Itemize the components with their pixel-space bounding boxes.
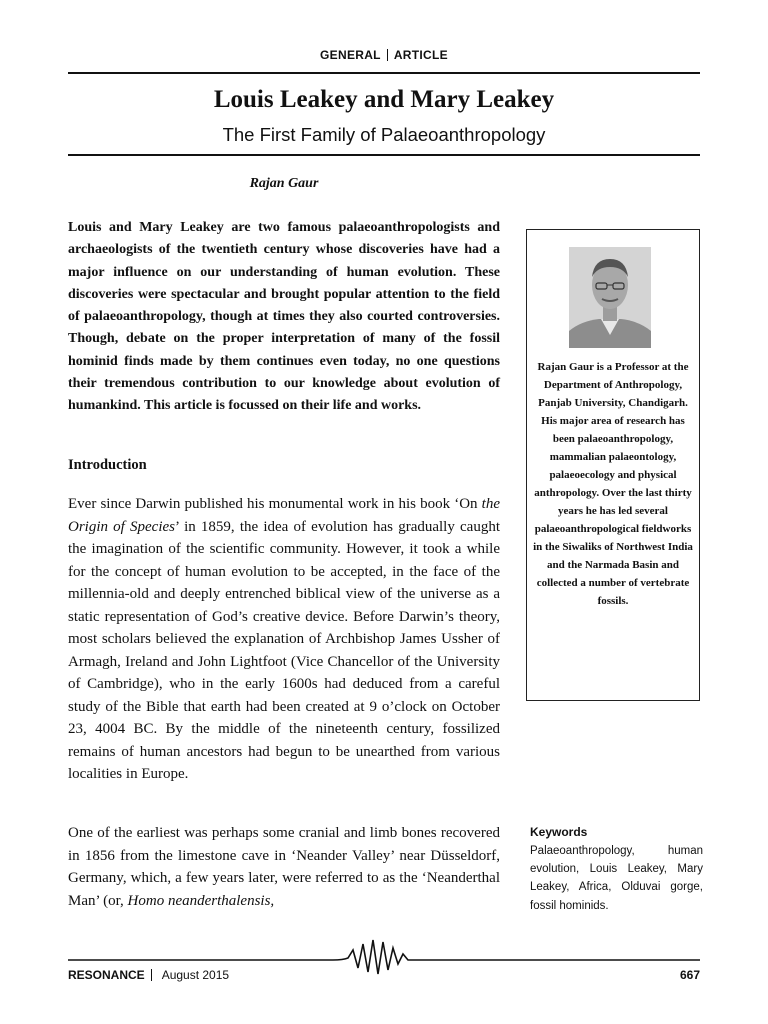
- section-heading-introduction: Introduction: [68, 457, 147, 473]
- para-text: ’ in 1859, the idea of evolution has gradually caught the imagination of the scientific community. However, it took a while for the concept of human evolution to be accepted, in the face of the millennia-old and deeply entrenched biblical view of the universe as a static representation of God’s creative device. Before Darwin’s theory, most scholars believed the explanation of Archbishop James Ussher of Armagh, Ireland and John Lightfoot (Vice Chancellor of the University of Cambridge), who in the early 1600s had deduced from a careful study of the Bible that earth had been created at 9 o’clock on October 23, 4004 BC. By the middle of the nineteenth century, fossilized remains of human ancestors had begun to be unearthed from various localities in Europe.: [68, 518, 500, 782]
- para-text: One of the earliest was perhaps some cranial and limb bones recovered in 1856 from the limestone cave in ‘Neander Valley’ near Düsseldorf, Germany, which, a few years later, were referred to as the ‘Neanderthal Man’ (or,: [68, 825, 500, 909]
- book-title: the Origin of Species: [68, 496, 500, 535]
- footer-divider: [151, 969, 152, 981]
- author-photo: [569, 247, 651, 348]
- article-type-label: ARTICLE: [393, 48, 448, 62]
- species-name: Homo neanderthalensis,: [127, 892, 275, 909]
- title-rule: [68, 154, 700, 156]
- section-header: [0, 48, 768, 62]
- section-label: GENERAL: [320, 48, 381, 62]
- body-paragraph: [68, 822, 500, 912]
- abstract: Louis and Mary Leakey are two famous palaeoanthropologists and archaeologists of the twentieth century whose discoveries have had a major influence on our understanding of human evolution. These discoveries were spectacular and brought popular attention to the field of palaeoanthropology, though at times they also courted controversies. Though, debate on the proper interpretation of many of the fossil hominid finds made by them continues even today, no one questions their tremendous contribution to our knowledge about evolution of humankind. This article is focussed on their life and works.: [68, 220, 500, 414]
- article-subtitle: The First Family of Palaeoanthropology: [222, 124, 546, 145]
- para-text: Ever since Darwin published his monumental work in his book ‘On: [68, 496, 482, 512]
- issue-date: August 2015: [161, 968, 230, 982]
- keywords-list: Palaeoanthropology, human evolution, Louis Leakey, Mary Leakey, Africa, Olduvai gorge, fossil hominids.: [530, 845, 703, 912]
- page-number: 667: [679, 968, 700, 982]
- article-title: Louis Leakey and Mary Leakey: [213, 86, 555, 113]
- journal-name: RESONANCE: [68, 968, 145, 982]
- author-portrait-image: [569, 247, 651, 348]
- header-divider: [387, 49, 388, 61]
- author-name: Rajan Gaur: [249, 176, 319, 191]
- keywords-heading: Keywords: [530, 825, 588, 839]
- author-bio-box: [526, 229, 700, 701]
- footer-journal-info: [68, 968, 229, 982]
- top-rule: [68, 72, 700, 74]
- author-bio-text: Rajan Gaur is a Professor at the Department of Anthropology, Panjab University, Chandigarh. His major area of research has been palaeoanthropology, mammalian palaeontology, palaeoecology and physical anthropology. Over the last thirty years he has led several palaeoanthropological fieldworks in the Siwaliks of Northwest India and the Narmada Basin and collected a number of vertebrate fossils.: [533, 361, 693, 607]
- body-paragraph: [68, 493, 500, 786]
